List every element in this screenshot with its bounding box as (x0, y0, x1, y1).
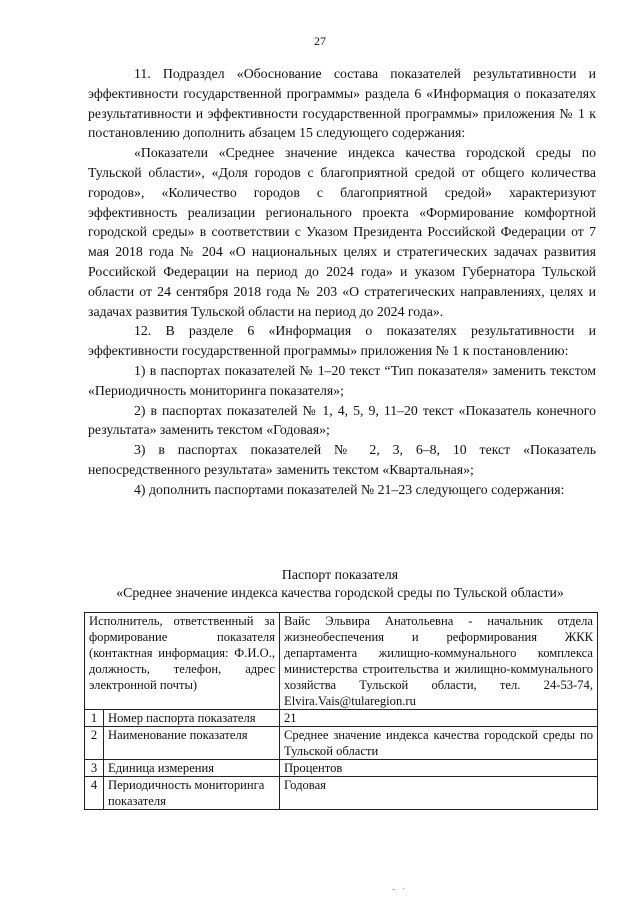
row-label: Наименование показателя (104, 727, 280, 760)
row-number: 3 (85, 760, 104, 777)
executor-label: Исполнитель, ответственный за формирование показателя (контактная информация: Ф.И.О., должность, телефон, адрес электронной почты) (85, 613, 280, 710)
executor-value: Вайс Эльвира Анатольевна - начальник отдела жизнеобеспечения и реформирования ЖКК департамента жилищно-коммунального комплекса министерства строительства и жилищно-коммунального хозяйства Тульской области, тел. 24-53-74, Elvira.Vais@tularegion.ru (280, 613, 598, 710)
table-row (85, 727, 598, 760)
row-number: 1 (85, 710, 104, 727)
paragraph-item-12: 12. В разделе 6 «Информация о показателях результативности и эффективности государственной программы» приложения № 1 к постановлению: (88, 323, 596, 359)
passport-title: Паспорт показателя (281, 567, 399, 582)
row-value: Среднее значение индекса качества городской среды по Тульской области (280, 727, 598, 760)
document-body (88, 64, 596, 500)
paragraph-subitem-1: 1) в паспортах показателей № 1–20 текст “Тип показателя» заменить текстом «Периодичность мониторинга показателя»; (88, 362, 596, 398)
row-number: 4 (85, 777, 104, 810)
table-row (85, 710, 598, 727)
paragraph-subitem-2: 2) в паспортах показателей № 1, 4, 5, 9, 11–20 текст «Показатель конечного результата» заменить текстом «Годовая»; (88, 402, 596, 438)
footer-mark: - · (392, 884, 408, 895)
row-label: Единица измерения (104, 760, 280, 777)
passport-table (84, 612, 598, 810)
paragraph-subitem-4: 4) дополнить паспортами показателей № 21–23 следующего содержания: (134, 481, 565, 497)
paragraph-indicators-description: «Показатели «Среднее значение индекса качества городской среды по Тульской области», «Доля городов с благоприятной средой от общего количества городов», «Количество городов с благоприятной средой» характеризуют эффективность реализации регионального проекта «Формирование комфортной городской среды» в соответствии с Указом Президента Российской Федерации от 7 мая 2018 года № 204 «О национальных целях и стратегических задачах развития Российской Федерации на период до 2024 года» и указом Губернатора Тульской области от 24 сентября 2018 года № 203 «О стратегических направлениях, целях и задачах развития Тульской области на период до 2024 года». (88, 145, 596, 319)
table-row (85, 613, 598, 710)
paragraph-subitem-3: 3) в паспортах показателей № 2, 3, 6–8, 10 текст «Показатель непосредственного результата» заменить текстом «Квартальная»; (88, 442, 596, 477)
row-label: Номер паспорта показателя (104, 710, 280, 727)
passport-heading (60, 566, 620, 602)
row-value: Процентов (280, 760, 598, 777)
table-row (85, 777, 598, 810)
row-number: 2 (85, 727, 104, 760)
row-value: Годовая (280, 777, 598, 810)
row-label: Периодичность мониторинга показателя (104, 777, 280, 810)
page-number: 27 (314, 34, 326, 48)
row-value: 21 (280, 710, 598, 727)
table-row (85, 760, 598, 777)
paragraph-item-11: 11. Подраздел «Обоснование состава показателей результативности и эффективности государственной программы» раздела 6 «Информация о показателях результативности и эффективности государственной программы» приложения № 1 к постановлению дополнить абзацем 15 следующего содержания: (88, 66, 596, 141)
passport-subtitle: «Среднее значение индекса качества городской среды по Тульской области» (116, 585, 564, 600)
